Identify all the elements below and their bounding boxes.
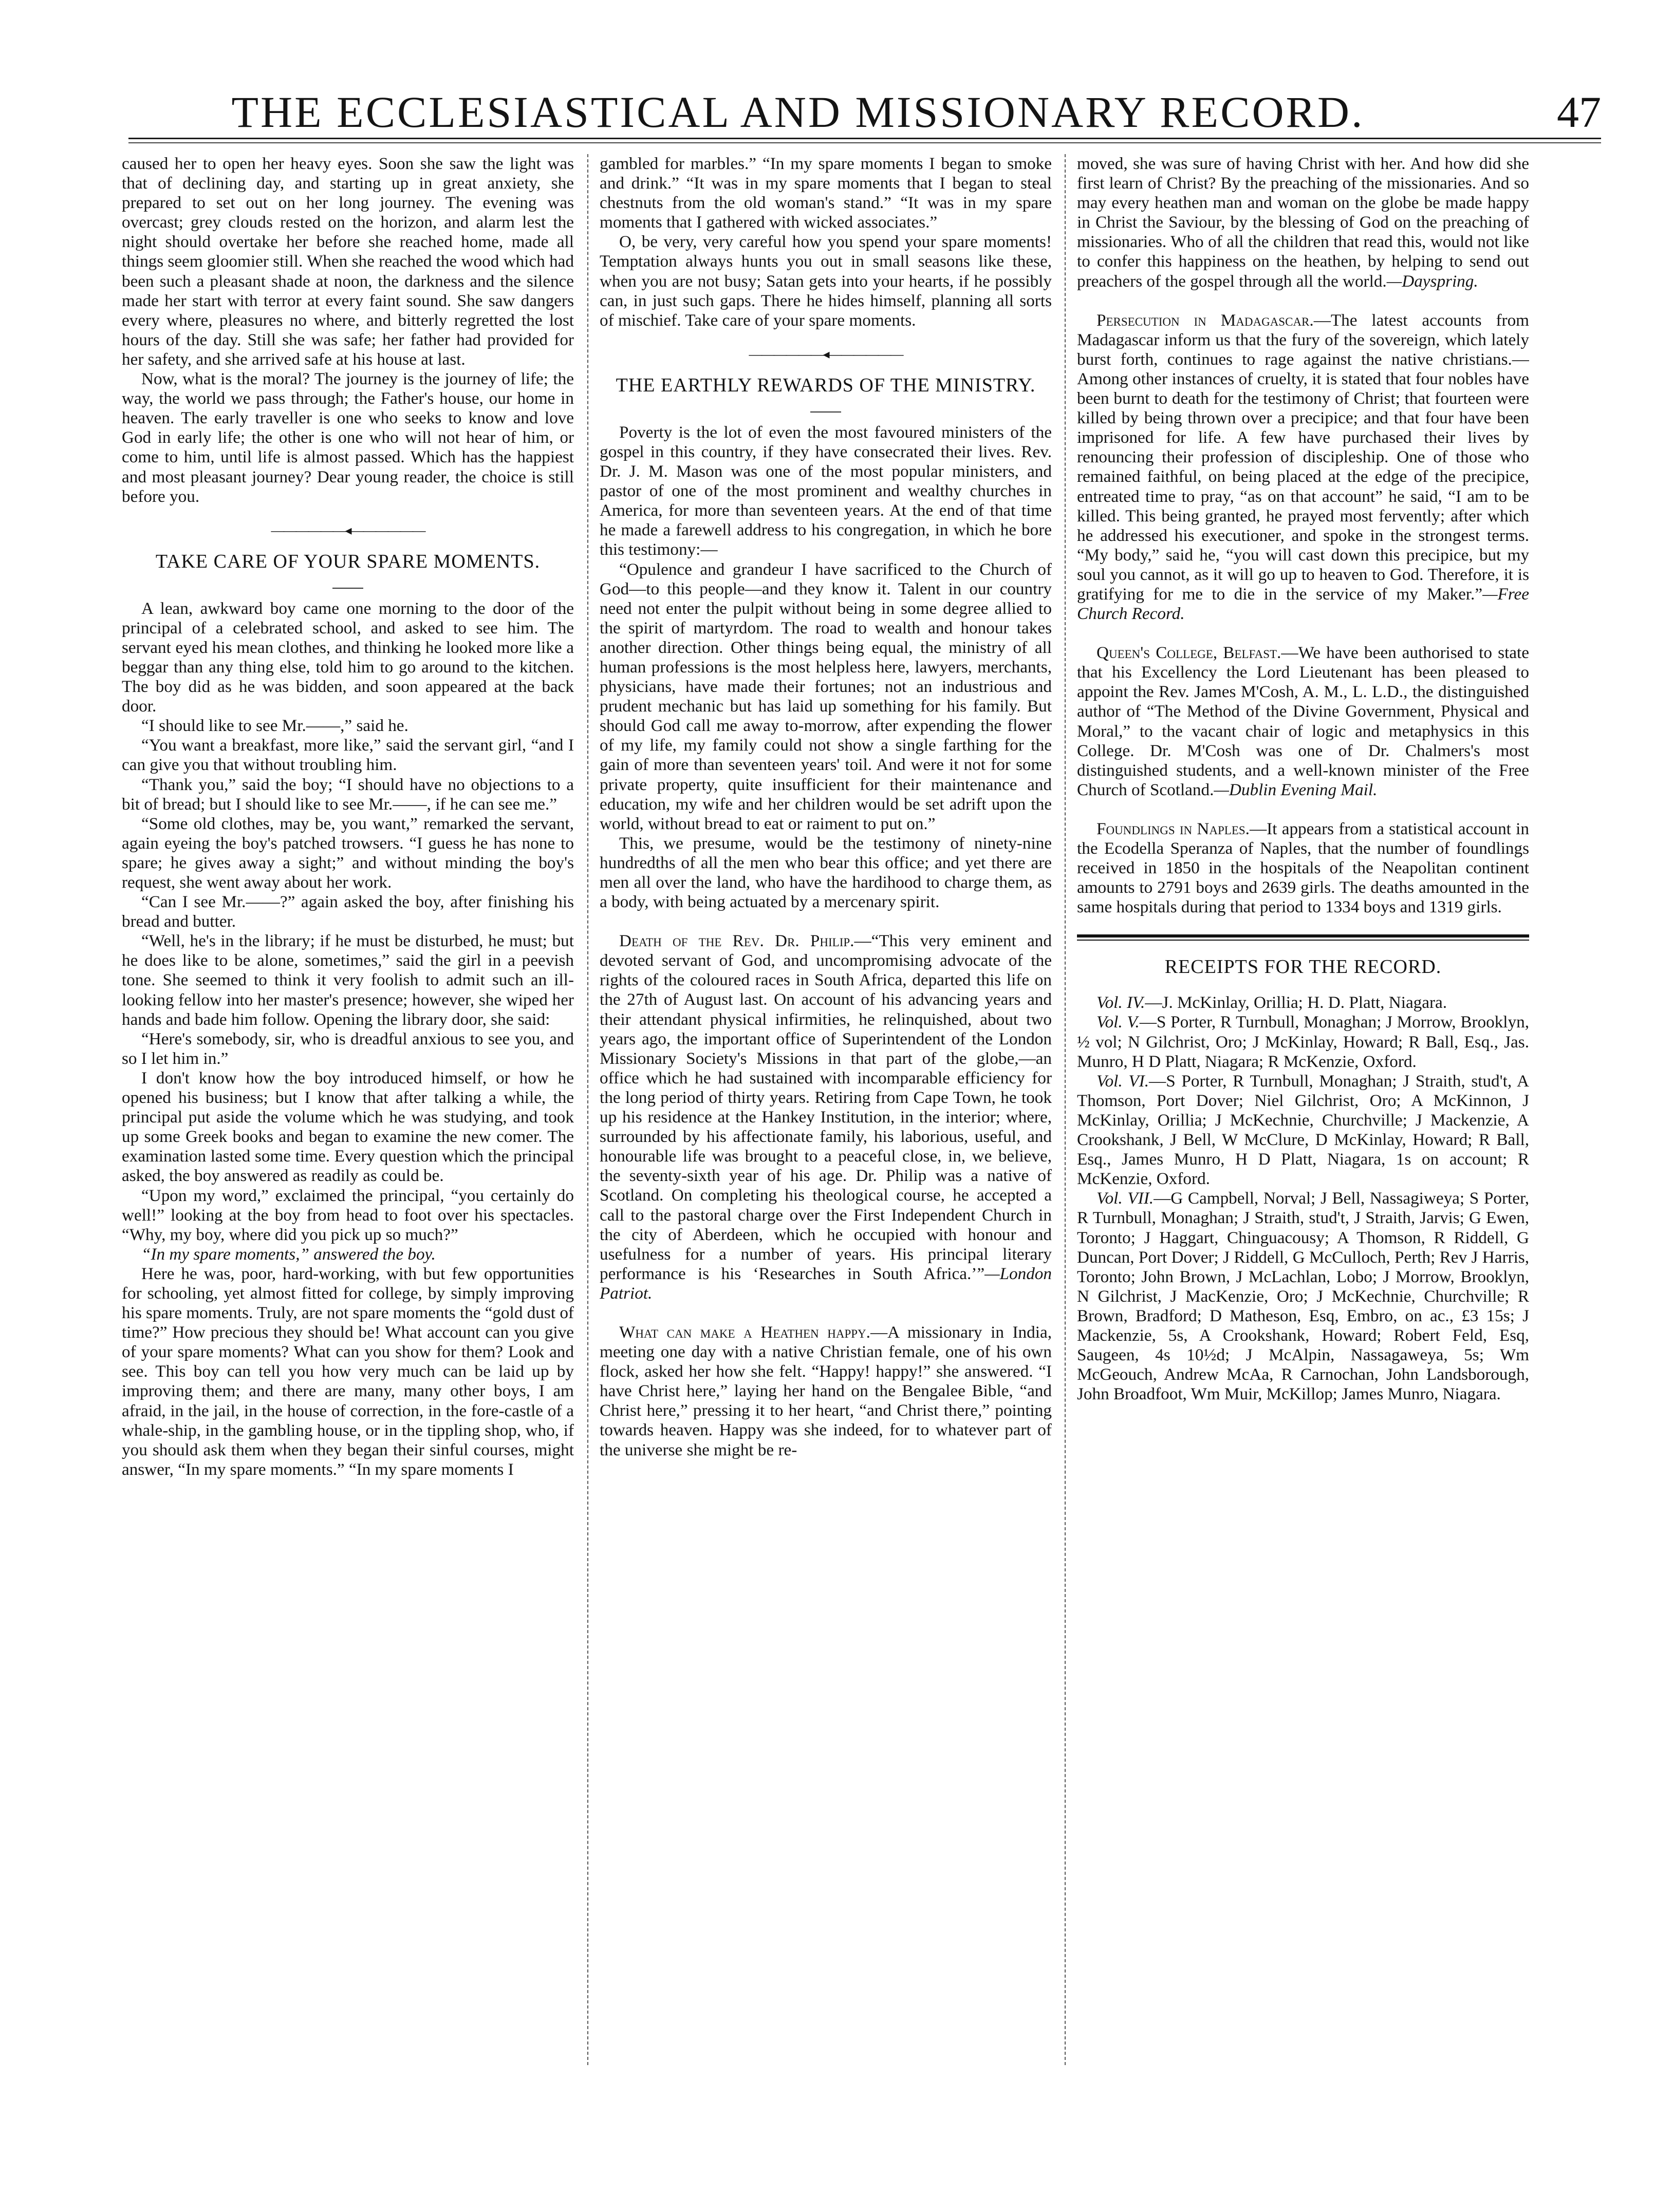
article-paragraph: “Well, he's in the library; if he must be disturbed, he must; but he does like to be alone, sometimes,” said the girl in a peevish tone. She seemed to think it very foolish to admit such an ill-looking fellow into her master's presence; however, she wiped her hands and bade him follow. Opening the library door, she said:	[122, 931, 574, 1029]
receipt-volume: Vol. V.	[1096, 1013, 1140, 1032]
news-item-title: Queen's College, Belfast.	[1096, 643, 1281, 663]
news-item-title: Foundlings in Naples.	[1096, 819, 1250, 838]
news-item-queens-college	[1077, 643, 1529, 800]
spacer	[1077, 800, 1529, 819]
receipt-volume: Vol. VI.	[1096, 1071, 1149, 1091]
article-paragraph: I don't know how the boy introduced himself, or how he opened his business; but I know that after talking a while, the principal put aside the volume which he was studying, and took up some Greek books and began to examine the new comer. The examination lasted some time. Every question which the principal asked, the boy answered as readily as could be.	[122, 1068, 574, 1186]
article-paragraph: Here he was, poor, hard-working, with but few opportunities for schooling, yet almost fitted for college, by simply improving his spare moments. Truly, are not spare moments the “gold dust of time?” How precious they should be! What account can you give of your spare moments? What can you show for them? Look and see. This boy can tell you how very much can be laid up by improving them; and there are many, many other boys, I am afraid, in the jail, in the house of correction, in the fore-castle of a whale-ship, in the gambling house, or in the tippling shop, who, if you should ask them when they began their sinful courses, might answer, “In my spare moments.” “In my spare moments I	[122, 1264, 574, 1479]
article-paragraph: “Opulence and grandeur I have sacrificed to the Church of God—to this people—and they know it. Talent in our country need not enter the pulpit without being in some degree allied to the spirit of martyrdom. The road to wealth and honour takes another direction. Other things being equal, the ministry of all human professions is the most helpless here, lawyers, merchants, physicians, have made their fortunes; not an industrious and prudent mechanic but has laid up something for his family. But should God call me away to-morrow, after expending the flower of my life, my family could not show a single farthing for the gain of more than seventeen years' toil. And were it not for some private property, quite insufficient for their maintenance and education, my wife and her children would be set adrift upon the world, without bread to eat or raiment to put on.”	[600, 559, 1052, 833]
article-paragraph: “I should like to see Mr.——,” said he.	[141, 716, 408, 736]
receipt-names: —G Campbell, Norval; J Bell, Nassagiweya; S Porter, R Turnbull, Monaghan; J Straith, stud't, J Straith, Jarvis; G Ewen, Toronto; J Haggart, Chinguacousy; A Thomson, R Riddell, G Duncan, Port Dover; J Riddell, G McCulloch, Perth; Rev J Harris, Toronto; John Brown, J McLachlan, Lobo; J Morrow, Brooklyn, N Gilchrist, J MacKenzie, Oro; J McKechnie, Churchville; R Brown, Bradford; D Matheson, Esq, Embro, on ac., £3 15s; J Mackenzie, 5s, A Crookshank, Howard; Robert Feld, Esq, Saugeen, 4s 10½d; J McAlpin, Nassagaweya, 5s; Wm McGeouch, Andrew McAa, R Carnochan, John Landsborough, John Broadfoot, Wm Muir, McKillop; James Munro, Niagara.	[1077, 1189, 1529, 1404]
receipt-entry	[1077, 1189, 1529, 1404]
article-paragraph: “You want a breakfast, more like,” said the servant girl, “and I can give you that without troubling him.	[122, 736, 574, 775]
article-heading-earthly-rewards: THE EARTHLY REWARDS OF THE MINISTRY.	[616, 374, 1036, 396]
news-item-title: Death of the Rev. Dr. Philip.	[619, 931, 854, 951]
news-item-source: —Dublin Evening Mail.	[1214, 780, 1378, 799]
article-paragraph: “Thank you,” said the boy; “I should have no objections to a bit of bread; but I should like to see Mr.——, if he can see me.”	[122, 775, 574, 814]
article-paragraph: O, be very, very careful how you spend your spare moments! Temptation always hunts you out in small seasons like these, when you are not busy; Satan gets into your hearts, if he possibly can, in just such gaps. There he hides himself, planning all sorts of mischief. Take care of your spare moments.	[600, 232, 1052, 330]
publication-title: THE ECCLESIASTICAL AND MISSIONARY RECORD.	[231, 87, 1365, 137]
news-item-body: —“This very eminent and devoted servant of God, and uncompromising advocate of the rights of the coloured races in South Africa, departed this life on the 27th of August last. On account of his advancing years and their attendant physical infirmities, he relinquished, about two years ago, the important office of Superintendent of the London Missionary Society's Missions in that part of the globe,—an office which he had sustained with incomparable efficiency for the long period of thirty years. Retiring from Cape Town, he took up his residence at the Hankey Institution, in the interior; where, surrounded by his affectionate family, his laborious, useful, and honourable life was brought to a peaceful close, in, we believe, the seventy-sixth year of his age. Dr. Philip was a native of Scotland. On completing his theological course, he accepted a call to the pastoral charge over the First Independent Church in the city of Aberdeen, which he occupied with honour and usefulness for a number of years. His principal literary performance is his ‘Researches in South Africa.’”	[600, 931, 1052, 1283]
article-paragraph: Poverty is the lot of even the most favoured ministers of the gospel in this country, if they have consecrated their lives. Rev. Dr. J. M. Mason was one of the most popular ministers, and pastor of one of the most prominent and wealthy churches in America, for more than seventeen years. At the end of that time he made a farewell address to his congregation, in which he bore this testimony:—	[600, 422, 1052, 559]
receipt-volume: Vol. VII.	[1096, 1189, 1154, 1208]
spacer	[1077, 291, 1529, 311]
column-2	[600, 154, 1052, 2183]
heading-rule	[810, 411, 841, 413]
section-separator: ——————◂——————	[749, 346, 903, 362]
article-paragraph: This, we presume, would be the testimony of ninety-nine hundredths of all the men who bear this office; and yet there are men all over the land, who have the hardihood to charge them, as a body, with being actuated by a mercenary spirit.	[600, 833, 1052, 912]
article-paragraph: “Here's somebody, sir, who is dreadful anxious to see you, and so I let him in.”	[122, 1029, 574, 1068]
news-item-body: —A missionary in India, meeting one day with a native Christian female, one of his own flock, asked her how she felt. “Happy! happy!” she answered. “I have Christ here,” laying her hand on the Bengalee Bible, “and Christ here,” pressing it to her heart, “and Christ there,” pointing towards heaven. Happy was she indeed, for to whatever part of the universe she might be re-	[600, 1322, 1052, 1459]
article-paragraph	[122, 1245, 574, 1264]
section-rule	[1077, 934, 1529, 941]
news-item-foundlings-naples	[1077, 819, 1529, 917]
spacer	[600, 1303, 1052, 1323]
italic-quote: “In my spare moments,” answered the boy.	[141, 1244, 436, 1264]
article-paragraph: “Some old clothes, may be, you want,” remarked the servant, again eyeing the boy's patched trowsers. “I guess he has none to spare; he gives away a sight;” and without minding the boy's request, she went away about her work.	[122, 814, 574, 892]
receipt-names: —S Porter, R Turnbull, Monaghan; J Straith, stud't, A Thomson, Port Dover; Niel Gilchrist, Oro; A McKinnon, J McKinlay, Orillia; J McKechnie, Churchville; J Mackenzie, A Crookshank, J Bell, W McClure, D McKinlay, Howard; R Ball, Esq., James Munro, H D Platt, Niagara, 1s on account; R McKenzie, Oxford.	[1077, 1071, 1529, 1189]
masthead	[128, 82, 1601, 139]
article-paragraph: gambled for marbles.” “In my spare moments I began to smoke and drink.” “It was in my spare moments that I began to steal chestnuts from the old woman's stand.” “It was in my spare moments that I gathered with wicked associates.”	[600, 154, 1052, 232]
news-item-source: —London Patriot.	[600, 1264, 1052, 1303]
receipt-entry	[1077, 993, 1529, 1013]
spacer	[600, 912, 1052, 931]
masthead-rule	[128, 138, 1601, 143]
receipt-names: —J. McKinlay, Orillia; H. D. Platt, Niagara.	[1145, 993, 1447, 1013]
article-paragraph: Now, what is the moral? The journey is the journey of life; the way, the world we pass through; the Father's house, our home in heaven. The early traveller is one who seeks to know and love God in early life; the other is one who will not hear of him, or come to him, until life is almost passed. Which has the happiest and most pleasant journey? Dear young reader, the choice is still before you.	[122, 369, 574, 506]
news-item-title: What can make a Heathen happy.	[619, 1322, 870, 1342]
receipt-names: —S Porter, R Turnbull, Monaghan; J Morrow, Brooklyn, ½ vol; N Gilchrist, Oro; J McKinlay, Howard; R Ball, Esq., Jas. Munro, H D Platt, Niagara; R McKenzie, Oxford.	[1077, 1013, 1529, 1071]
news-item-source: —Free Church Record.	[1077, 584, 1529, 624]
news-item-heathen-happy	[600, 1323, 1052, 1460]
receipts-heading: RECEIPTS FOR THE RECORD.	[1164, 956, 1442, 978]
page-number: 47	[1557, 87, 1601, 137]
column-divider	[587, 154, 588, 2065]
article-paragraph: “Can I see Mr.——?” again asked the boy, after finishing his bread and butter.	[122, 892, 574, 931]
news-item-death-of-dr-philip	[600, 931, 1052, 1303]
article-heading-spare-moments: TAKE CARE OF YOUR SPARE MOMENTS.	[155, 550, 541, 572]
news-item-body: —It appears from a statistical account in the Ecodella Speranza of Naples, that the number of foundlings received in 1850 in the hospitals of the Neapolitan continent amounts to 2791 boys and 2639 girls. The deaths amounted in the same hospitals during that period to 1334 boys and 1319 girls.	[1077, 819, 1529, 917]
article-paragraph	[1077, 154, 1529, 291]
news-item-body: moved, she was sure of having Christ with her. And how did she first learn of Christ? By the preaching of the missionaries. And so may every heathen man and woman on the globe be made happy in Christ the Saviour, by the blessing of God on the preaching of missionaries. Who of all the children that read this, would not like to confer this happiness on the heathen, by helping to send out preachers of the gospel through all the world.	[1077, 154, 1529, 291]
column-1	[122, 154, 574, 2183]
heading-rule	[332, 588, 363, 589]
news-item-body: —We have been authorised to state that his Excellency the Lord Lieutenant has been pleased to appoint the Rev. James M'Cosh, A. M., L. L.D., the distinguished author of “The Method of the Divine Government, Physical and Moral,” to the vacant chair of logic and metaphysics in this College. Dr. M'Cosh was one of Dr. Chalmers's most distinguished students, and a well-known minister of the Free Church of Scotland.	[1077, 643, 1529, 799]
article-paragraph: A lean, awkward boy came one morning to the door of the principal of a celebrated school, and asked to see him. The servant eyed his mean clothes, and thinking he looked more like a beggar than any thing else, told him to go around to the kitchen. The boy did as he was bidden, and soon appeared at the back door.	[122, 598, 574, 716]
receipt-entry	[1077, 1072, 1529, 1189]
column-3	[1077, 154, 1529, 2183]
receipt-volume: Vol. IV.	[1096, 993, 1145, 1013]
receipt-entry	[1077, 1013, 1529, 1071]
spacer	[1077, 624, 1529, 643]
article-paragraph: “Upon my word,” exclaimed the principal, “you certainly do well!” looking at the boy from head to foot over his spectacles. “Why, my boy, where did you pick up so much?”	[122, 1186, 574, 1244]
section-separator: ——————◂——————	[271, 522, 425, 538]
article-paragraph: caused her to open her heavy eyes. Soon she saw the light was that of declining day, and starting up in great anxiety, she prepared to set out on her long journey. The evening was overcast; grey clouds rested on the horizon, and alarm lest the night should overtake her before she reached home, made all things seem gloomier still. When she reached the wood which had been such a pleasant shade at noon, the darkness and the silence made her start with terror at every faint sound. She saw dangers every where, pleasures no where, and bitterly regretted the lost hours of the day. Still she was safe; her father had provided for her safety, and she arrived safe at his house at last.	[122, 154, 574, 369]
news-item-source: —Dayspring.	[1386, 271, 1478, 291]
news-item-title: Persecution in Madagascar.	[1096, 310, 1314, 330]
news-item-body: —The latest accounts from Madagascar inform us that the fury of the sovereign, which lately burst forth, continues to rage against the native christians.—Among other instances of cruelty, it is stated that four nobles have been burnt to death for the testimony of Christ; that fourteen were killed by being thrown over a precipice; and that four have been imprisoned for life. A few have purchased their lives by renouncing their profession of discipleship. One of those who remained faithful, on being placed at the edge of the precipice, entreated time to pray, “as on that account” he said, “I am to be killed. This being granted, he prayed most fervently; after which he addressed his executioner, and spoke in the strongest terms. “My body,” said he, “you will cast down this precipice, but my soul you cannot, as it will go up to heaven to God. Therefore, it is gratifying for me to die in the service of my Maker.”	[1077, 310, 1529, 604]
news-item-persecution-madagascar	[1077, 311, 1529, 624]
column-divider	[1065, 154, 1066, 2065]
